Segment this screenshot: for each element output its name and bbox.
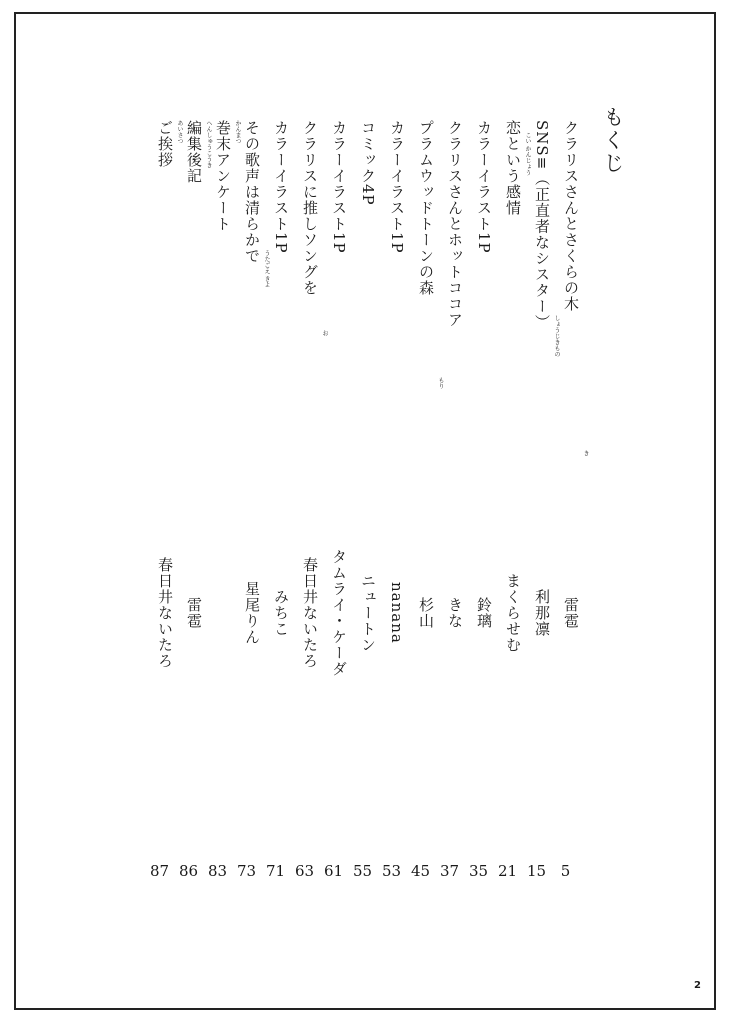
toc-entry-author: 利那凛 (533, 589, 551, 637)
toc-entry-author: 星尾りん (243, 581, 261, 645)
toc-entry[interactable] (232, 120, 270, 890)
toc-entry-title: 編集後記 (185, 120, 203, 184)
toc-entry-title: コミック4P (359, 120, 377, 206)
toc-entry-author: 春日井ないたろ (156, 557, 174, 669)
toc-entry[interactable] (464, 120, 493, 890)
toc-entry-author: きな (446, 597, 464, 629)
toc-entry-author-leader (445, 373, 462, 853)
toc-entry[interactable] (406, 120, 444, 890)
table-of-contents (140, 120, 589, 890)
toc-entry-page-number: 86 (178, 862, 199, 880)
toc-entry-author-leader (242, 373, 259, 853)
toc-entry-page-number: 71 (265, 862, 286, 880)
toc-entry-title: カラーイラスト1P (272, 120, 290, 254)
toc-entry-title: クラリスさんとさくらの木 (562, 120, 580, 312)
toc-entry-page-number: 15 (526, 862, 547, 880)
toc-entry-title: カラーイラスト1P (475, 120, 493, 254)
toc-entry-author-leader (155, 373, 172, 853)
toc-entry[interactable] (290, 120, 328, 890)
toc-entry[interactable] (377, 120, 406, 890)
toc-entry-page-number: 55 (352, 862, 373, 880)
toc-entry-author: 春日井ないたろ (301, 557, 319, 669)
toc-entry-page-number: 35 (468, 862, 489, 880)
toc-entry-ruby: もり (437, 377, 444, 389)
toc-entry-author: まくらせむ (504, 573, 522, 653)
toc-entry-author-leader (271, 373, 288, 853)
toc-entry-page-number: 63 (294, 862, 315, 880)
toc-entry-title: クラリスさんとホットココア (446, 120, 464, 328)
toc-entry-ruby: しょうじきもの (553, 315, 560, 357)
toc-entry-author-leader (416, 373, 433, 853)
toc-entry-title: 巻末アンケート (214, 120, 232, 232)
toc-entry-ruby: うたごえ きよ (263, 250, 270, 288)
toc-entry-page-number: 83 (207, 862, 228, 880)
toc-entry-title: SNS≡（正直者なシスター） (533, 120, 551, 331)
toc-entry-author: タムライ・ケーダ (330, 549, 348, 677)
toc-entry-author-leader (503, 373, 520, 853)
page-folio: 2 (694, 980, 701, 991)
toc-entry-ruby: あいさつ (176, 120, 183, 144)
toc-entry-author: 雷雹 (185, 597, 203, 629)
toc-entry-author-leader (329, 373, 346, 853)
toc-entry-ruby: き (582, 450, 589, 456)
toc-entry-author: 杉山 (417, 597, 435, 629)
toc-entry-author: 雷雹 (562, 597, 580, 629)
toc-entry-ruby: お (321, 330, 328, 336)
toc-entry[interactable] (319, 120, 348, 890)
toc-entry-ruby: かんまつ (234, 120, 241, 144)
toc-entry-page-number: 53 (381, 862, 402, 880)
toc-entry-author-leader (474, 373, 491, 853)
toc-entry-author-leader (561, 373, 578, 853)
toc-entry[interactable] (551, 120, 589, 890)
toc-entry-page-number: 61 (323, 862, 344, 880)
toc-entry-author-leader (184, 373, 201, 853)
toc-entry-page-number: 37 (439, 862, 460, 880)
toc-entry[interactable] (261, 120, 290, 890)
toc-entry-author: みちこ (272, 589, 290, 637)
toc-entry[interactable] (203, 120, 241, 890)
toc-entry-author: 鈴璃 (475, 597, 493, 629)
toc-entry-author: nanana (388, 582, 406, 644)
toc-entry-page-number: 45 (410, 862, 431, 880)
page-title: もくじ (601, 106, 625, 175)
toc-entry-title: カラーイラスト1P (330, 120, 348, 254)
toc-entry-page-number: 5 (560, 862, 571, 880)
toc-entry-title: ご挨拶 (156, 120, 174, 168)
toc-entry-title: 恋という感情 (504, 120, 522, 216)
toc-entry-title: カラーイラスト1P (388, 120, 406, 254)
toc-entry-author-leader (228, 373, 230, 853)
toc-entry[interactable] (435, 120, 464, 890)
toc-entry-ruby: こい かんじょう (524, 132, 531, 176)
toc-entry-ruby: へんしゅうこうき (205, 120, 212, 168)
toc-entry[interactable] (145, 120, 183, 890)
toc-entry-title: その歌声は清らかで (243, 120, 261, 264)
toc-entry-page-number: 21 (497, 862, 518, 880)
toc-entry[interactable] (174, 120, 212, 890)
toc-entry[interactable] (348, 120, 377, 890)
toc-entry[interactable] (522, 120, 560, 890)
toc-entry-author: ニュートン (359, 573, 377, 653)
toc-entry-title: プラムウッドトーンの森 (417, 120, 435, 296)
toc-entry-author-leader (532, 373, 549, 853)
toc-entry-title: クラリスに推しソングを (301, 120, 319, 296)
toc-entry-author-leader (300, 373, 317, 853)
toc-entry-author-leader (358, 373, 375, 853)
toc-entry-page-number: 73 (236, 862, 257, 880)
toc-entry-author-leader (387, 373, 404, 853)
toc-entry-page-number: 87 (149, 862, 170, 880)
toc-entry[interactable] (493, 120, 531, 890)
